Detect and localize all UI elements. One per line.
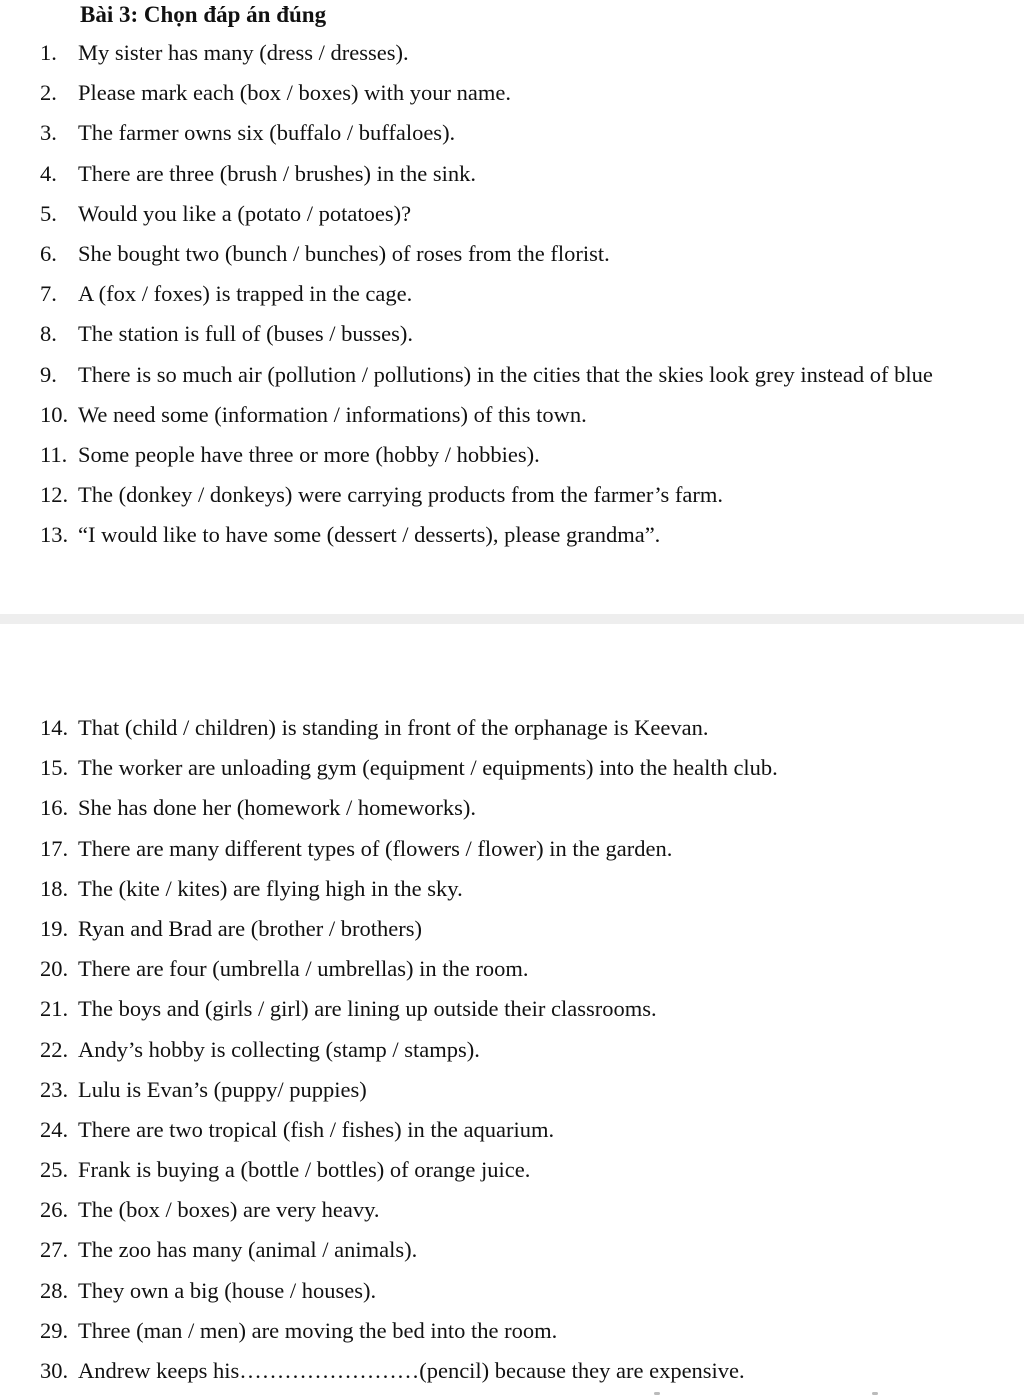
question-number: 19.	[40, 915, 69, 941]
question-number: 16.	[40, 795, 69, 821]
question-number: 1.	[40, 40, 57, 65]
question-text: Would you like a (potato / potatoes)?	[78, 200, 412, 226]
question-number: 27.	[40, 1237, 69, 1263]
question-text: There is so much air (pollution / pollutions) in the cities that the skies look grey instead of blue	[78, 361, 933, 387]
question-text: Andrew keeps his……………………(pencil) because they are expensive.	[78, 1358, 745, 1383]
question-item	[0, 399, 1024, 439]
question-number: 4.	[40, 160, 57, 186]
question-item	[0, 792, 1024, 832]
question-text: Frank is buying a (bottle / bottles) of orange juice.	[78, 1157, 531, 1183]
question-number: 6.	[40, 240, 57, 266]
question-item	[0, 833, 1024, 873]
question-number: 15.	[40, 755, 69, 781]
question-item	[0, 712, 1024, 752]
question-item	[0, 752, 1024, 792]
question-item	[0, 913, 1024, 953]
question-number: 22.	[40, 1036, 69, 1062]
question-item	[0, 1234, 1024, 1274]
question-text: Lulu is Evan’s (puppy/ puppies)	[78, 1076, 367, 1102]
question-text: Andy’s hobby is collecting (stamp / stamps).	[78, 1036, 480, 1062]
question-item	[0, 1034, 1024, 1074]
question-number: 5.	[40, 200, 57, 226]
question-item	[0, 117, 1024, 157]
question-text: The station is full of (buses / busses).	[78, 321, 413, 347]
question-text: She bought two (bunch / bunches) of roses from the florist.	[78, 240, 610, 266]
question-text: A (fox / foxes) is trapped in the cage.	[78, 281, 413, 307]
question-item	[0, 359, 1024, 399]
question-number: 7.	[40, 281, 57, 307]
question-text: The (kite / kites) are flying high in the sky.	[78, 875, 463, 901]
question-item	[0, 1275, 1024, 1315]
question-item	[0, 238, 1024, 278]
question-item	[0, 1074, 1024, 1114]
page-divider	[0, 614, 1024, 624]
question-number: 12.	[40, 482, 69, 508]
question-text: “I would like to have some (dessert / desserts), please grandma”.	[78, 522, 661, 548]
question-item	[0, 278, 1024, 318]
question-number: 8.	[40, 321, 57, 347]
question-number: 30.	[40, 1358, 69, 1383]
question-number: 21.	[40, 996, 69, 1022]
question-number: 28.	[40, 1277, 69, 1303]
question-item	[0, 1315, 1024, 1355]
question-item	[0, 873, 1024, 913]
question-text: The zoo has many (animal / animals).	[78, 1237, 418, 1263]
question-number: 11.	[40, 441, 68, 467]
question-item	[0, 77, 1024, 117]
question-number: 14.	[40, 715, 69, 740]
question-item	[0, 37, 1024, 77]
question-item	[0, 1194, 1024, 1234]
question-text: Three (man / men) are moving the bed into the room.	[78, 1317, 558, 1343]
question-item	[0, 318, 1024, 358]
question-number: 9.	[40, 361, 57, 387]
worksheet-page-top	[0, 0, 1024, 614]
question-number: 25.	[40, 1157, 69, 1183]
question-text: The (donkey / donkeys) were carrying products from the farmer’s farm.	[78, 482, 723, 508]
question-number: 24.	[40, 1116, 69, 1142]
question-item	[0, 479, 1024, 519]
question-number: 2.	[40, 80, 57, 106]
question-text: The worker are unloading gym (equipment / equipments) into the health club.	[78, 755, 778, 781]
question-text: The farmer owns six (buffalo / buffaloes).	[78, 120, 456, 146]
question-number: 29.	[40, 1317, 69, 1343]
question-number: 26.	[40, 1197, 69, 1223]
question-item	[0, 439, 1024, 479]
question-number: 10.	[40, 401, 69, 427]
exercise-title: Bài 3: Chọn đáp án đúng	[80, 2, 327, 27]
question-text: We need some (information / informations) of this town.	[78, 401, 587, 427]
question-item	[0, 953, 1024, 993]
question-text: Ryan and Brad are (brother / brothers)	[78, 915, 422, 941]
question-text: She has done her (homework / homeworks).	[78, 795, 477, 821]
question-number: 17.	[40, 835, 69, 861]
question-text: They own a big (house / houses).	[78, 1277, 377, 1303]
question-item	[0, 1154, 1024, 1194]
question-number: 18.	[40, 875, 69, 901]
question-text: Some people have three or more (hobby / hobbies).	[78, 441, 540, 467]
question-item	[0, 519, 1024, 559]
question-item	[0, 158, 1024, 198]
question-text: There are three (brush / brushes) in the sink.	[78, 160, 476, 186]
question-item	[0, 1114, 1024, 1154]
question-text: The boys and (girls / girl) are lining up outside their classrooms.	[78, 996, 657, 1022]
question-number: 3.	[40, 120, 57, 146]
question-text: There are two tropical (fish / fishes) in the aquarium.	[78, 1116, 555, 1142]
question-item	[0, 993, 1024, 1033]
question-number: 20.	[40, 956, 69, 982]
question-text: That (child / children) is standing in front of the orphanage is Keevan.	[78, 715, 709, 740]
question-number: 23.	[40, 1076, 69, 1102]
question-text: Please mark each (box / boxes) with your name.	[78, 80, 511, 106]
worksheet-page-bottom	[0, 624, 1024, 1395]
question-number: 13.	[40, 522, 69, 548]
question-item	[0, 1355, 1024, 1395]
question-list-top	[0, 37, 1024, 559]
question-text: My sister has many (dress / dresses).	[78, 40, 409, 65]
question-text: There are many different types of (flowers / flower) in the garden.	[78, 835, 673, 861]
question-text: The (box / boxes) are very heavy.	[78, 1197, 380, 1223]
question-list-bottom	[0, 712, 1024, 1395]
question-text: There are four (umbrella / umbrellas) in the room.	[78, 956, 529, 982]
question-item	[0, 198, 1024, 238]
